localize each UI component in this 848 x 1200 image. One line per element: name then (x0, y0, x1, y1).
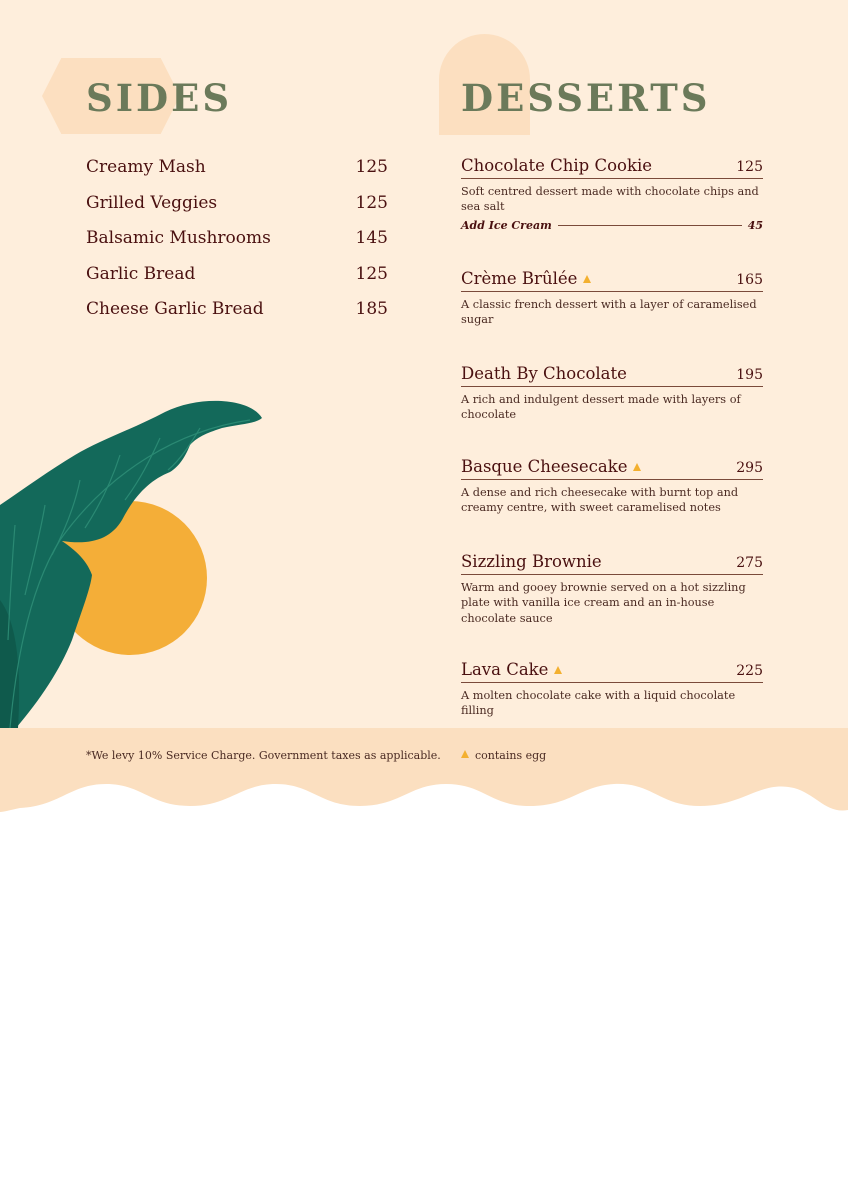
desserts-heading: DESSERTS (461, 76, 711, 120)
dessert-header (461, 364, 763, 387)
sides-item-price: 145 (355, 228, 388, 249)
sides-item-name: Balsamic Mushrooms (86, 228, 271, 249)
sides-item (86, 225, 388, 261)
egg-triangle-icon (461, 750, 469, 758)
sides-item-name: Garlic Bread (86, 263, 196, 284)
dessert-description: A rich and indulgent dessert made with layers of chocolate (461, 393, 741, 422)
addon-row (461, 219, 763, 232)
dessert-price: 165 (736, 272, 763, 288)
sides-item-price: 125 (355, 157, 388, 177)
dessert-item-sizzling-brownie (461, 552, 763, 626)
dessert-description: Warm and gooey brownie served on a hot sizzling plate with vanilla ice cream and an in-house chocolate sauce (461, 581, 746, 625)
sides-item-price: 185 (355, 299, 388, 320)
sides-item-price: 125 (355, 192, 388, 213)
dessert-name: Lava Cake (461, 660, 549, 679)
dessert-price: 275 (736, 555, 763, 571)
sides-item (86, 190, 388, 226)
dessert-description: Soft centred dessert made with chocolate chips and sea salt (461, 185, 759, 214)
dessert-header (461, 269, 763, 292)
egg-triangle-icon (633, 463, 641, 471)
dessert-header (461, 457, 763, 480)
addon-leader-line (558, 225, 742, 226)
service-charge-note: *We levy 10% Service Charge. Government taxes as applicable. (86, 749, 441, 762)
dessert-description: A classic french dessert with a layer of caramelised sugar (461, 298, 757, 327)
leaf-sun-illustration (0, 395, 270, 730)
dessert-price: 125 (736, 159, 763, 175)
sides-heading: SIDES (86, 76, 233, 120)
sides-item-price: 125 (355, 263, 388, 284)
sides-list (86, 154, 388, 332)
dessert-header (461, 156, 763, 179)
dessert-item-lava-cake (461, 660, 763, 719)
egg-legend (461, 748, 546, 764)
dessert-description: A dense and rich cheesecake with burnt top and creamy centre, with sweet caramelised notes (461, 486, 739, 515)
egg-triangle-icon (583, 275, 591, 283)
sides-item (86, 261, 388, 297)
egg-triangle-icon (554, 666, 562, 674)
sides-item (86, 296, 388, 332)
dessert-price: 195 (736, 367, 763, 383)
egg-legend-label: contains egg (475, 749, 547, 762)
sides-item-name: Creamy Mash (86, 157, 206, 177)
dessert-item-basque-cheesecake (461, 457, 763, 516)
dessert-item-chocolate-chip-cookie (461, 156, 763, 232)
dessert-header (461, 660, 763, 683)
dessert-name: Sizzling Brownie (461, 552, 602, 571)
dessert-price: 295 (736, 460, 763, 476)
dessert-name: Crème Brûlée (461, 269, 578, 288)
addon-price: 45 (747, 218, 763, 232)
dessert-description: A molten chocolate cake with a liquid chocolate filling (461, 689, 736, 718)
sides-item (86, 154, 388, 190)
footer-wavy-band (0, 728, 848, 814)
dessert-price: 225 (736, 663, 763, 679)
dessert-name: Chocolate Chip Cookie (461, 156, 652, 175)
sides-item-name: Grilled Veggies (86, 192, 218, 213)
dessert-item-creme-brulee (461, 269, 763, 328)
sides-item-name: Cheese Garlic Bread (86, 299, 264, 320)
dessert-header (461, 552, 763, 575)
dessert-name: Death By Chocolate (461, 364, 627, 383)
dessert-name: Basque Cheesecake (461, 457, 628, 476)
dessert-item-death-by-chocolate (461, 364, 763, 423)
addon-label: Add Ice Cream (461, 218, 552, 232)
